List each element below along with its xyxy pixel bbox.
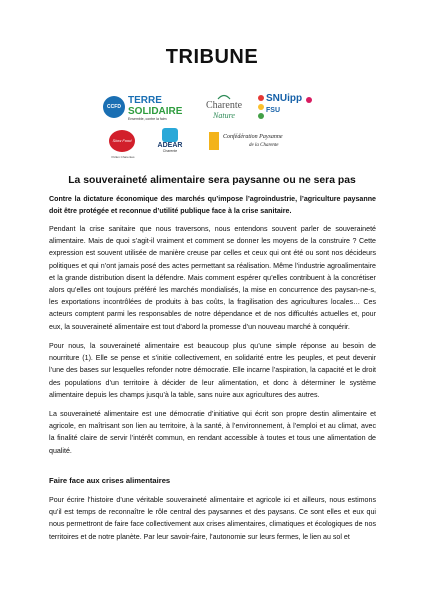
- snuipp-dot-pink: [306, 97, 312, 103]
- ccfd-terre-solidaire-logo: [103, 94, 189, 122]
- snuipp-dot-green: [258, 113, 264, 119]
- document-title: TRIBUNE: [165, 46, 259, 68]
- snuipp-dot-yellow: [258, 104, 264, 110]
- confed-line1: Confédération Paysanne: [223, 134, 283, 140]
- snuipp-fsu-logo: [258, 91, 318, 123]
- slow-food-logo: [107, 130, 139, 162]
- adear-caption: Charente: [162, 149, 178, 153]
- confederation-emblem-icon: [209, 132, 219, 150]
- section-paragraph: Pour écrire l’histoire d’une véritable souveraineté alimentaire et agricole ici et ailleurs, nous estimons qu’il est temps de reconnaître le rôle central des paysannes et des paysans. Ce sont elles et eux qui nous permettront de faire face collectivement aux crises alimentaires, climatiques et écologiques de nos territoires et de notre planète. Par leur savoir-faire, l’autonomie sur leurs fermes, le lien au sol et: [49, 496, 376, 541]
- ccfd-badge: CCFD: [103, 96, 125, 118]
- article-intro: Contre la dictature économique des marchés qu’impose l’agroindustrie, l’agriculture paysanne doit être protégée et reconnue d’utilité publique face à la crise sanitaire.: [49, 195, 376, 216]
- paragraph-1: Pendant la crise sanitaire que nous traversons, nous entendons souvent parler de souveraineté alimentaire. Mais de quoi s’agit-il vraiment et comment se donner les moyens de la construire ? Cette expression est souvent utilisée de manière creuse par celles et ceux qui ont été ou sont nos décideurs politiques et qui n’ont jamais posé des actes permettant sa réalisation. Même l’industrie agroalimentaire et la grande distribution disent la défendre. Mais comment espérer qu’elles contribuent à la concrétiser alors qu’elles ont toujours préféré les marchés mondialisés, la mise en concurrence des paysan-ne-s, les exportations incontrôlées de produits à bas coûts, la fragilisation des agricultures locales… Ces acteurs comptent parmi les responsables de notre dépendance et de nos difficultés actuelles et, pour eux, la souveraineté alimentaire est tout d’abord la promesse d’un nouveau marché à conquérir.: [49, 225, 376, 331]
- confed-line2: de la Charente: [249, 143, 279, 148]
- section-heading: Faire face aux crises alimentaires: [49, 476, 171, 485]
- adear-logo: [149, 128, 191, 162]
- charente-line1: Charente: [205, 100, 243, 111]
- charente-nature-logo: [196, 94, 252, 126]
- adear-name: ADEAR: [157, 142, 183, 149]
- ccfd-line1: TERRE: [128, 95, 162, 106]
- charente-line2: Nature: [213, 111, 235, 120]
- partner-logos: [0, 86, 424, 164]
- snuipp-line2: FSU: [266, 107, 280, 114]
- ccfd-tagline: Ensemble, contre la faim: [128, 117, 167, 121]
- paragraph-2: Pour nous, la souveraineté alimentaire est beaucoup plus qu’une simple réponse au besoin de nourriture (1). Elle se pense et s’initie collectivement, en solidarité entre les peuples, et peut devenir l’une des bases sur lesquelles refonder notre démocratie. Elle incarne l’aspiration, la capacité et le droit des populations d’un territoire à décider de leur alimentation, et donc à déterminer le système alimentaire depuis les champs jusqu’à la table, sans nuire aux agricultures des autres.: [49, 342, 376, 399]
- adear-icon: [162, 128, 178, 142]
- slow-food-badge: Slow Food: [109, 130, 135, 152]
- ccfd-line2: SOLIDAIRE: [128, 106, 183, 117]
- slow-food-caption: Pollen Charentes: [111, 155, 135, 159]
- paragraph-3: La souveraineté alimentaire est une démocratie d’initiative qui écrit son propre destin alimentaire et agricole, en maîtrisant son lien au territoire, à la santé, à l’environnement, à l’emploi et au climat, avec la finalité claire de servir l’intérêt commun, en rendant accessible à toutes et tous une alimentation de qualité.: [49, 410, 376, 455]
- confederation-paysanne-logo: [209, 132, 327, 154]
- article-subtitle: La souveraineté alimentaire sera paysanne ou ne sera pas: [68, 175, 356, 186]
- snuipp-dot-red: [258, 95, 264, 101]
- snuipp-line1: SNUipp: [266, 93, 303, 104]
